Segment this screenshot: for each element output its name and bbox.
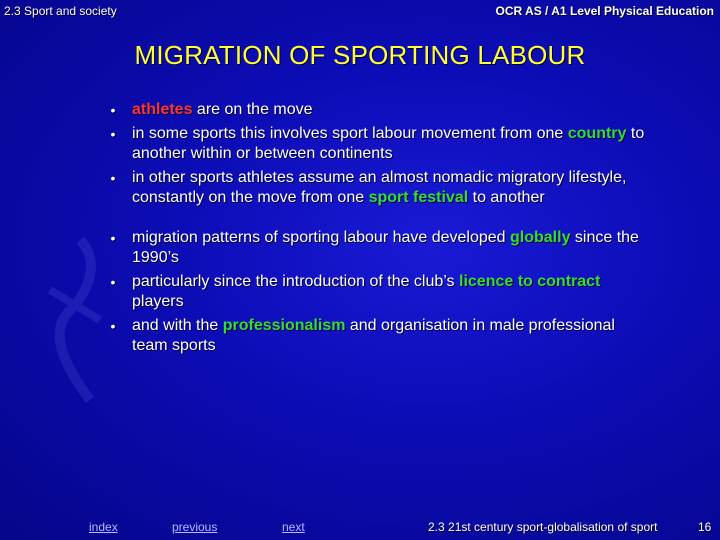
- bullet-icon: •: [110, 274, 116, 290]
- bullet-icon: •: [110, 126, 116, 142]
- page-number: 16: [698, 520, 712, 534]
- highlight-term: sport festival: [368, 189, 469, 206]
- bullet-item: [107, 124, 647, 164]
- bullet-item: [107, 228, 647, 268]
- bullet-text: and with the: [132, 317, 223, 334]
- bullet-text: and organisation in male professional team sports: [132, 317, 615, 354]
- next-link[interactable]: next: [282, 520, 305, 534]
- highlight-term: licence to contract: [459, 273, 601, 290]
- bullet-text: since the 1990’s: [132, 229, 639, 266]
- bullet-icon: •: [110, 170, 116, 186]
- index-link[interactable]: index: [89, 520, 118, 534]
- bullet-text: migration patterns of sporting labour have developed: [132, 229, 511, 246]
- bullet-item: [107, 272, 647, 312]
- course-label: OCR AS / A1 Level Physical Education: [495, 4, 714, 18]
- bullet-item: [107, 316, 647, 356]
- slide-title: MIGRATION OF SPORTING LABOUR: [134, 40, 586, 70]
- bullet-list: [107, 100, 647, 360]
- highlight-term: professionalism: [222, 317, 346, 334]
- section-label: 2.3 Sport and society: [4, 4, 117, 18]
- bullet-text: players: [132, 293, 184, 310]
- highlight-term: globally: [510, 229, 571, 246]
- previous-link[interactable]: previous: [172, 520, 218, 534]
- highlight-term: athletes: [132, 101, 193, 118]
- bullet-text: in some sports this involves sport labour movement from one: [132, 125, 568, 142]
- bullet-item: [107, 100, 647, 120]
- bullet-text: to another: [468, 189, 545, 206]
- bullet-text: in other sports athletes assume an almost nomadic migratory lifestyle, constantly on the move from one: [132, 169, 627, 206]
- bullet-icon: •: [110, 230, 116, 246]
- bullet-text: to another within or between continents: [132, 125, 645, 162]
- bullet-group-2: [107, 228, 647, 356]
- bullet-icon: •: [110, 318, 116, 334]
- bullet-text: particularly since the introduction of the club’s: [132, 273, 459, 290]
- highlight-term: country: [567, 125, 627, 142]
- bullet-item: [107, 168, 647, 208]
- bullet-icon: •: [110, 102, 116, 118]
- chapter-label: 2.3 21st century sport-globalisation of sport: [428, 520, 658, 534]
- bullet-text: are on the move: [192, 101, 313, 118]
- bullet-group-1: [107, 100, 647, 208]
